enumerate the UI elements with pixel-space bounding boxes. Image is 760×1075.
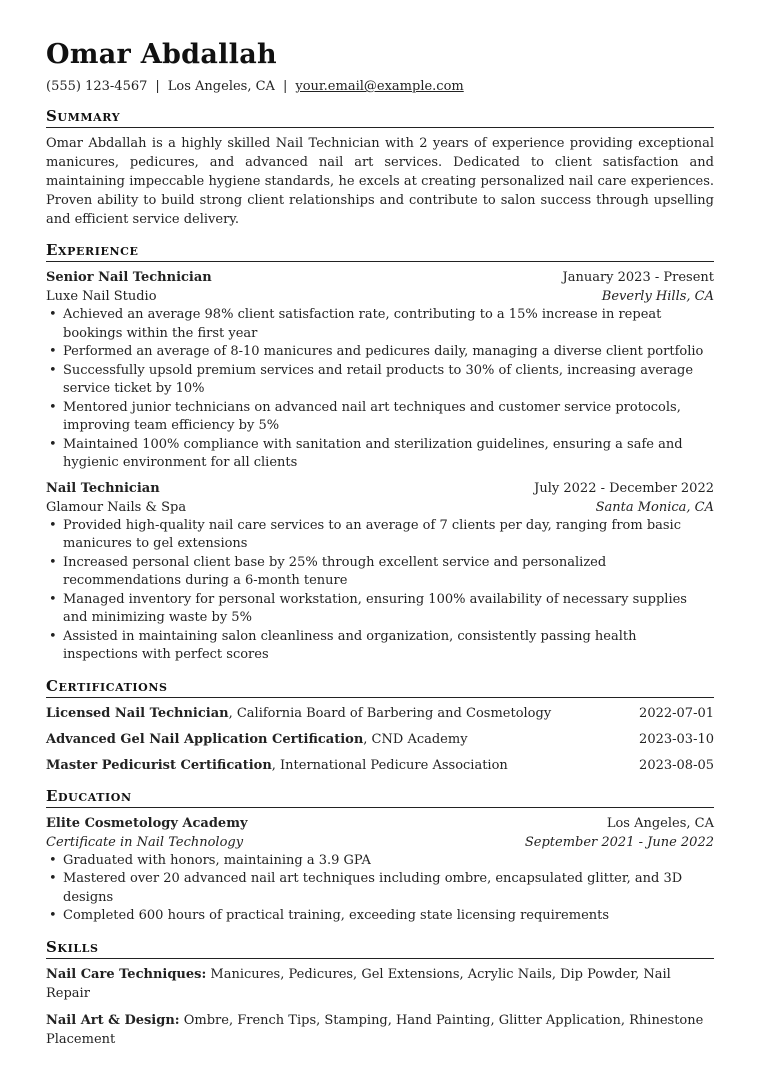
contact-separator: | — [155, 79, 160, 94]
bullet-item: • Completed 600 hours of practical training, exceeding state licensing requirements — [63, 907, 714, 926]
summary-heading: Summary — [46, 107, 714, 128]
job-dates: July 2022 - December 2022 — [534, 480, 714, 496]
bullet-item: • Increased personal client base by 25% through excellent service and personalized recommendations during a 6-month tenure — [63, 554, 714, 591]
bullet-item: • Assisted in maintaining salon cleanliness and organization, consistently passing health inspections with perfect scores — [63, 628, 714, 665]
school-location: Los Angeles, CA — [606, 815, 714, 831]
certification-issuer: , International Pedicure Association — [271, 757, 508, 773]
bullet-item: • Successfully upsold premium services and retail products to 30% of clients, increasing average service ticket by 10% — [63, 362, 714, 399]
bullet-item: • Provided high-quality nail care services to an average of 7 clients per day, ranging from basic manicures to gel extensions — [63, 517, 714, 554]
summary-text: Omar Abdallah is a highly skilled Nail Technician with 2 years of experience providing exceptional manicures, pedicures, and advanced nail art services. Dedicated to client satisfaction and maintaining impeccable hygiene standards, he excels at creating personalized nail care experiences. Proven ability to build strong client relationships and contribute to salon success through upselling and efficient service delivery. — [46, 136, 714, 227]
education-bullets — [46, 852, 714, 926]
certification-date: 2023-08-05 — [639, 757, 714, 773]
company-name: Glamour Nails & Spa — [46, 499, 187, 515]
company-name: Luxe Nail Studio — [46, 289, 157, 304]
bullet-item: • Maintained 100% compliance with sanitation and sterilization guidelines, ensuring a safe and hygienic environment for all clients — [63, 436, 714, 473]
certification-row — [46, 756, 714, 775]
skill-list: Ombre, French Tips, Stamping, Hand Painting, Glitter Application, Rhinestone Placement — [46, 1012, 704, 1047]
job-entry — [46, 479, 714, 665]
location: Los Angeles, CA — [167, 79, 275, 94]
certification-date: 2023-03-10 — [639, 731, 714, 747]
skill-list: Manicures, Pedicures, Gel Extensions, Acrylic Nails, Dip Powder, Nail Repair — [46, 966, 671, 1001]
contact-separator: | — [282, 79, 288, 94]
job-dates: January 2023 - Present — [562, 270, 714, 285]
bullet-item: • Mastered over 20 advanced nail art techniques including ombre, encapsulated glitter, and 3D designs — [63, 870, 714, 907]
certifications-heading: Certifications — [46, 677, 714, 698]
bullet-item: • Managed inventory for personal workstation, ensuring 100% availability of necessary supplies and minimizing waste by 5% — [63, 591, 714, 628]
experience-heading: Experience — [46, 241, 714, 262]
skills-heading: Skills — [46, 938, 714, 959]
candidate-name: Omar Abdallah — [46, 39, 277, 70]
certification-name: Master Pedicurist Certification — [46, 757, 272, 773]
bullet-item: • Mentored junior technicians on advanced nail art techniques and customer service protocols, improving team efficiency by 5% — [63, 399, 714, 436]
certification-issuer: , CND Academy — [363, 731, 468, 747]
certification-name: Licensed Nail Technician — [46, 705, 229, 721]
job-title: Nail Technician — [46, 480, 160, 496]
education-heading: Education — [46, 787, 714, 808]
certification-name: Advanced Gel Nail Application Certification — [46, 731, 364, 747]
certification-date: 2022-07-01 — [639, 705, 714, 721]
degree-name: Certificate in Nail Technology — [46, 834, 244, 850]
job-location: Santa Monica, CA — [595, 499, 714, 515]
certification-row — [46, 704, 714, 723]
job-entry — [46, 268, 714, 473]
certification-issuer: , California Board of Barbering and Cosmetology — [228, 705, 552, 721]
skill-category: Nail Art & Design: — [46, 1012, 180, 1028]
skill-category: Nail Care Techniques: — [46, 966, 207, 982]
skill-row — [46, 1011, 714, 1049]
bullet-item: • Achieved an average 98% client satisfaction rate, contributing to a 15% increase in repeat bookings within the first year — [63, 306, 714, 343]
school-name: Elite Cosmetology Academy — [46, 815, 248, 831]
email-link[interactable]: your.email@example.com — [295, 79, 464, 94]
job-bullets — [46, 517, 714, 665]
job-location: Beverly Hills, CA — [601, 289, 714, 304]
education-dates: September 2021 - June 2022 — [524, 834, 714, 850]
contact-line — [46, 78, 714, 95]
bullet-item: • Graduated with honors, maintaining a 3.9 GPA — [63, 852, 714, 871]
job-title: Senior Nail Technician — [46, 270, 212, 285]
job-bullets — [46, 306, 714, 473]
phone-number: (555) 123-4567 — [46, 79, 148, 94]
certification-row — [46, 730, 714, 749]
skill-row — [46, 965, 714, 1003]
bullet-item: • Performed an average of 8-10 manicures and pedicures daily, managing a diverse client portfolio — [63, 343, 714, 362]
